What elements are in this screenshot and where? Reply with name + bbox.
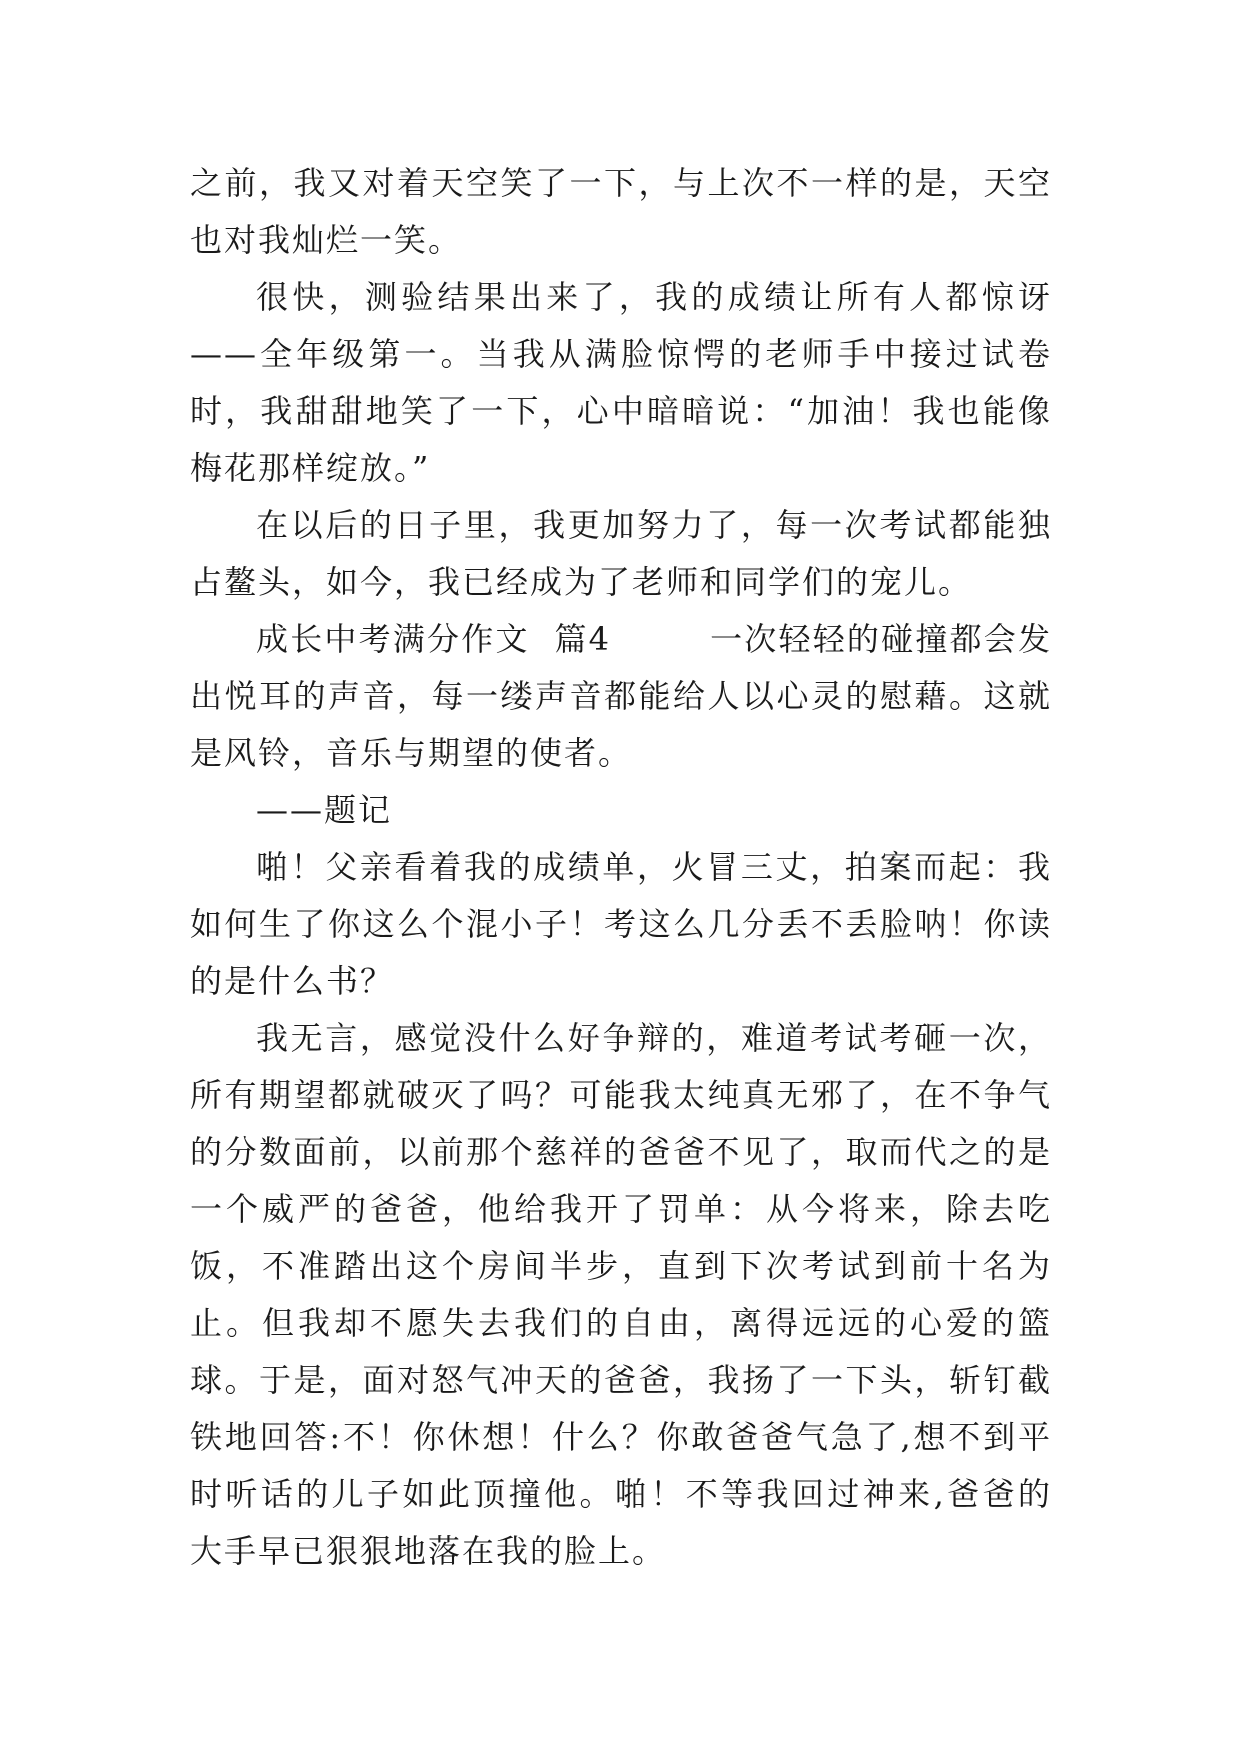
paragraph-2: 很快，测验结果出来了，我的成绩让所有人都惊讶——全年级第一。当我从满脸惊愕的老师手中接过试卷时，我甜甜地笑了一下，心中暗暗说：“加油！我也能像梅花那样绽放。” — [190, 278, 1052, 487]
paragraph-6: 啪！父亲看着我的成绩单，火冒三丈，拍案而起：我如何生了你这么个混小子！考这么几分丢不丢脸呐！你读的是什么书？ — [190, 848, 1052, 1000]
paragraph-7: 我无言，感觉没什么好争辩的，难道考试考砸一次，所有期望都就破灭了吗？可能我太纯真无邪了，在不争气的分数面前，以前那个慈祥的爸爸不见了，取而代之的是一个威严的爸爸，他给我开了罚单：从今将来，除去吃饭，不准踏出这个房间半步，直到下次考试到前十名为止。但我却不愿失去我们的自由，离得远远的心爱的篮球。于是，面对怒气冲天的爸爸，我扬了一下头，斩钉截铁地回答:不！你休想！什么？你敢爸爸气急了,想不到平时听话的儿子如此顶撞他。啪！不等我回过神来,爸爸的大手早已狠狠地落在我的脸上。 — [190, 1019, 1052, 1570]
paragraph-4-essay-heading: 成长中考满分作文 篇4 一次轻轻的碰撞都会发出悦耳的声音，每一缕声音都能给人以心灵的慰藉。这就是风铃，音乐与期望的使者。 — [190, 620, 1052, 772]
paragraph-1: 之前，我又对着天空笑了一下，与上次不一样的是，天空也对我灿烂一笑。 — [190, 164, 1052, 259]
essay-body — [190, 155, 1052, 1580]
paragraph-5-epigraph-note: ——题记 — [256, 791, 393, 829]
paragraph-3: 在以后的日子里，我更加努力了，每一次考试都能独占鳌头，如今，我已经成为了老师和同学们的宠儿。 — [190, 506, 1052, 601]
